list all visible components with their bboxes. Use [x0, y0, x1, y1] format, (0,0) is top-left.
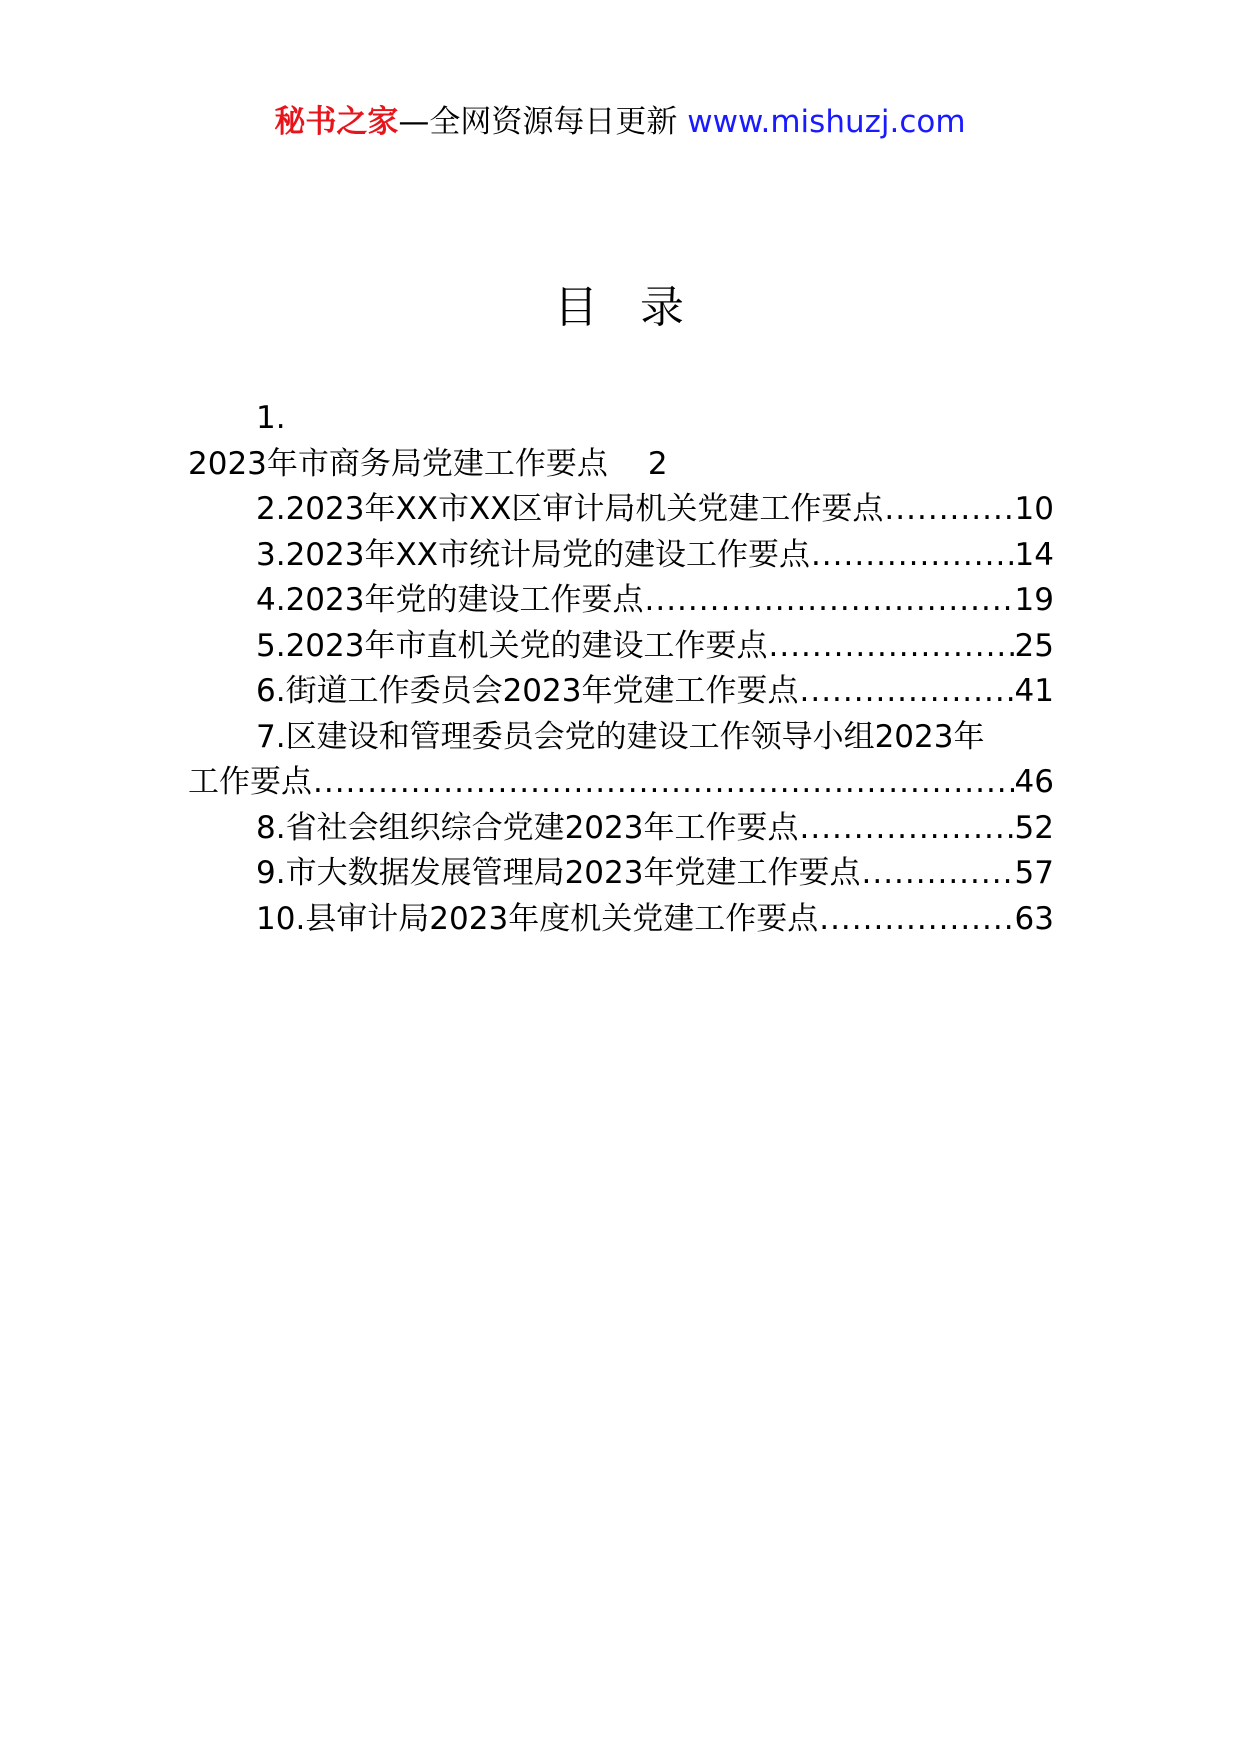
toc-entry-6[interactable]	[188, 669, 1054, 715]
toc-title-char-2: 录	[640, 282, 686, 333]
toc-leader-dots	[861, 851, 1013, 897]
toc-entry-5[interactable]	[188, 624, 1054, 670]
toc-entry-1[interactable]	[188, 442, 1054, 488]
toc-entry-page: 25	[1014, 627, 1054, 664]
toc-entry-title: 2023年党的建设工作要点	[285, 582, 644, 618]
toc-entry-page: 19	[1014, 582, 1054, 618]
toc-entry-title: 省社会组织综合党建2023年工作要点	[285, 809, 799, 846]
header-tagline: —全网资源每日更新	[398, 104, 678, 140]
toc-entry-title: 2023年市商务局党建工作要点	[188, 445, 608, 482]
toc-entry-number: 1.	[256, 400, 286, 436]
toc-leader-dots	[768, 624, 1013, 670]
toc-entry-1-number-line[interactable]	[188, 396, 1054, 442]
toc-entry-number: 5.	[256, 627, 286, 664]
toc-entry-page: 10	[1014, 491, 1054, 527]
toc-entry-number: 9.	[256, 855, 286, 891]
toc-entry-7-line-2[interactable]	[188, 760, 1054, 806]
toc-entry-title-continued: 工作要点	[188, 764, 312, 800]
toc-entry-title: 县审计局2023年度机关党建工作要点	[305, 900, 819, 937]
toc-entry-3[interactable]	[188, 533, 1054, 579]
toc-entry-title: 2023年XX市统计局党的建设工作要点	[285, 536, 810, 573]
toc-entry-4[interactable]	[188, 578, 1054, 624]
toc-leader-dots	[799, 806, 1013, 852]
toc-leader-dots	[884, 487, 1013, 533]
toc-leader-dots	[644, 578, 1013, 624]
toc-leader-dots	[811, 533, 1014, 579]
toc-entry-number: 3.	[256, 536, 286, 573]
brand-name: 秘书之家	[274, 104, 399, 140]
toc-entry-number: 7.	[256, 718, 286, 755]
toc-entry-page: 14	[1014, 536, 1054, 573]
toc-entry-title: 街道工作委员会2023年党建工作要点	[285, 673, 799, 709]
toc-entry-number: 6.	[256, 673, 286, 709]
toc-entry-10[interactable]	[188, 897, 1054, 943]
toc-entry-7-line-1[interactable]	[188, 715, 1054, 761]
toc-leader-dots	[799, 669, 1013, 715]
toc-title	[0, 278, 1240, 338]
toc-entry-page: 52	[1014, 809, 1054, 846]
toc-entry-page: 63	[1014, 900, 1054, 937]
toc-entry-title: 2023年市直机关党的建设工作要点	[285, 627, 768, 664]
toc-entry-9[interactable]	[188, 851, 1054, 897]
toc-entry-8[interactable]	[188, 806, 1054, 852]
table-of-contents	[188, 396, 1054, 942]
toc-entry-number: 10.	[256, 900, 306, 937]
toc-entry-number: 4.	[256, 582, 286, 618]
toc-entry-page: 46	[1014, 764, 1054, 800]
toc-entry-title: 市大数据发展管理局2023年党建工作要点	[285, 855, 861, 891]
toc-entry-page: 57	[1014, 855, 1054, 891]
toc-entry-title: 2023年XX市XX区审计局机关党建工作要点	[285, 491, 884, 527]
site-url-link[interactable]: www.mishuzj.com	[687, 104, 966, 140]
toc-title-char-1: 目	[554, 282, 600, 333]
toc-entry-number: 8.	[256, 809, 286, 846]
toc-entry-2[interactable]	[188, 487, 1054, 533]
toc-entry-title: 区建设和管理委员会党的建设工作领导小组2023年	[285, 718, 985, 755]
toc-entry-page: 41	[1014, 673, 1054, 709]
toc-leader-dots	[819, 897, 1013, 943]
toc-leader-dots	[313, 760, 1014, 806]
toc-entry-page: 2	[647, 445, 668, 482]
site-header	[0, 100, 1240, 144]
toc-entry-number: 2.	[256, 491, 286, 527]
